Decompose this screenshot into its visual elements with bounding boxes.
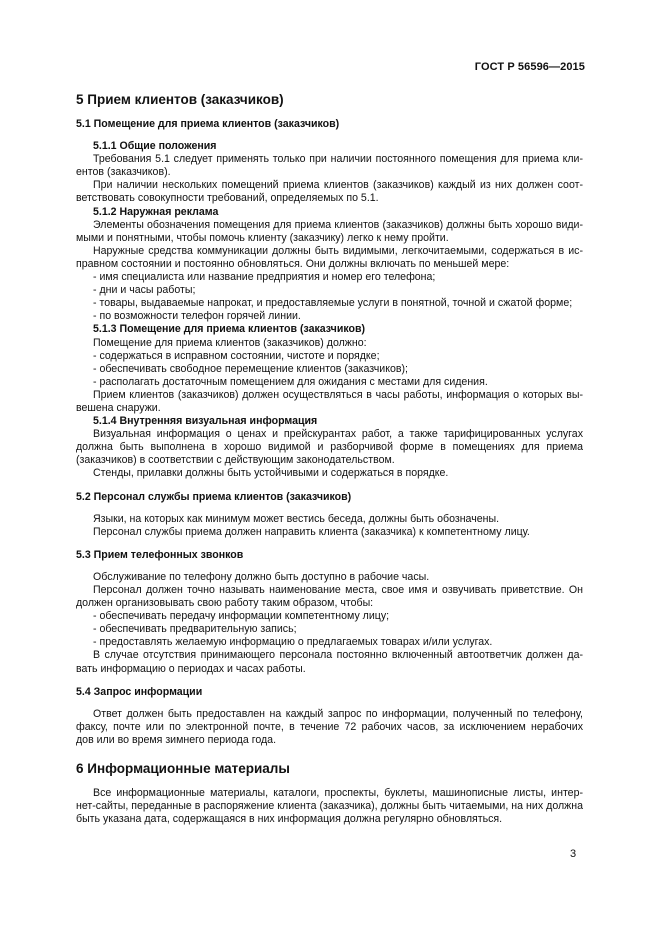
para-line: Обслуживание по телефону должно быть доступно в рабочие часы. xyxy=(93,570,430,583)
para-line: Требования 5.1 следует применять только при наличии постоянного помещения для приема кли- xyxy=(93,153,583,166)
para-line: Элементы обозначения помещения для приема клиентов (заказчиков) должны быть хорошо види- xyxy=(93,218,583,231)
para-line: должна быть выполнена в хорошо видимой и разборчивой форме в помещениях для приема xyxy=(76,441,583,454)
page-number: 3 xyxy=(570,848,577,860)
para-line: дов или во время зимнего периода года. xyxy=(76,733,277,746)
doc-code-header: ГОСТ Р 56596—2015 xyxy=(474,61,585,73)
list-item: - располагать достаточным помещением для ожидания с местами для сидения. xyxy=(93,375,488,388)
list-item: - обеспечивать передачу информации компетентному лицу; xyxy=(93,610,390,623)
para-line: Помещение для приема клиентов (заказчиков) должно: xyxy=(93,336,367,349)
section-5-1-title: 5.1 Помещение для приема клиентов (заказчиков) xyxy=(76,118,340,130)
list-item: - предоставлять желаемую информацию о предлагаемых товарах и/или услугах. xyxy=(93,636,493,649)
section-5-4-title: 5.4 Запрос информации xyxy=(76,685,203,698)
section-6-title: 6 Информационные материалы xyxy=(76,761,290,777)
list-item: - содержаться в исправном состоянии, чистоте и порядке; xyxy=(93,349,380,362)
section-5-3-title: 5.3 Прием телефонных звонков xyxy=(76,548,244,561)
document-body xyxy=(76,92,583,826)
para-line: Ответ должен быть предоставлен на каждый запрос по информации, полученный по телефону, xyxy=(93,707,583,720)
para-line: При наличии нескольких помещений приема клиентов (заказчиков) каждый из них должен соот- xyxy=(93,179,583,192)
section-5-1-4-title: 5.1.4 Внутренняя визуальная информация xyxy=(93,415,318,428)
list-item: - товары, выдаваемые напрокат, и предоставляемые услуги в понятной, точной и сжатой форме; xyxy=(93,297,573,310)
para-line: вать информацию о периодах и часах работы. xyxy=(76,662,306,675)
list-item: - по возможности телефон горячей линии. xyxy=(93,310,301,323)
para-line: Стенды, прилавки должны быть устойчивыми и содержаться в порядке. xyxy=(93,467,449,480)
list-item: - дни и часы работы; xyxy=(93,284,196,297)
section-5-1-1-title: 5.1.1 Общие положения xyxy=(93,140,217,153)
para-line: В случае отсутствия принимающего персонала постоянно включенный автоответчик должен да- xyxy=(93,649,583,662)
para-line: Персонал должен точно называть наименование места, свое имя и озвучивать приветствие. Он xyxy=(93,584,583,596)
para-line: ентов (заказчиков). xyxy=(76,166,171,179)
para-line: быть указана дата, содержащаяся в них информация должна регулярно обновляться. xyxy=(76,813,503,826)
section-5-title: 5 Прием клиентов (заказчиков) xyxy=(76,92,284,107)
para-line: вешена снаружи. xyxy=(76,401,161,414)
list-item: - обеспечивать свободное перемещение клиентов (заказчиков); xyxy=(93,362,408,375)
para-line: ветствовать совокупности требований, определяемых по 5.1. xyxy=(76,192,379,205)
para-line: правном состоянии и постоянно обновляться. Они должны включать по меньшей мере: xyxy=(76,257,510,270)
para-line: (заказчиков) в соответствии с действующим законодательством. xyxy=(76,454,395,467)
section-5-1-3-title: 5.1.3 Помещение для приема клиентов (заказчиков) xyxy=(93,323,366,336)
para-line: Визуальная информация о ценах и прейскурантах работ, а также тарифицированных услугах xyxy=(93,428,583,441)
para-line: факсу, почте или по электронной почте, в течение 72 рабочих часов, за исключением нерабочих xyxy=(76,720,583,733)
para-line: должен организовывать свою работу таким образом, чтобы: xyxy=(76,597,374,610)
para-line: Все информационные материалы, каталоги, проспекты, буклеты, машинописные листы, интер- xyxy=(93,787,583,800)
para-line: нет-сайты, переданные в распоряжение клиента (заказчика), должны быть читаемыми, на них должна xyxy=(76,800,583,813)
para-line: мыми и понятными, чтобы помочь клиенту (заказчику) легко к нему пройти. xyxy=(76,231,449,244)
para-line: Персонал службы приема должен направить клиента (заказчика) к компетентному лицу. xyxy=(93,525,530,538)
para-line: Наружные средства коммуникации должны быть видимыми, легкочитаемыми, содержаться в ис- xyxy=(93,244,583,257)
section-5-1-2-title: 5.1.2 Наружная реклама xyxy=(93,205,219,218)
list-item: - обеспечивать предварительную запись; xyxy=(93,623,297,636)
section-5-2-title: 5.2 Персонал службы приема клиентов (заказчиков) xyxy=(76,490,352,503)
list-item: - имя специалиста или название предприятия и номер его телефона; xyxy=(93,271,436,284)
para-line: Языки, на которых как минимум может вестись беседа, должны быть обозначены. xyxy=(93,512,500,525)
para-line: Прием клиентов (заказчиков) должен осуществляться в часы работы, информация о которых вы- xyxy=(93,388,583,401)
